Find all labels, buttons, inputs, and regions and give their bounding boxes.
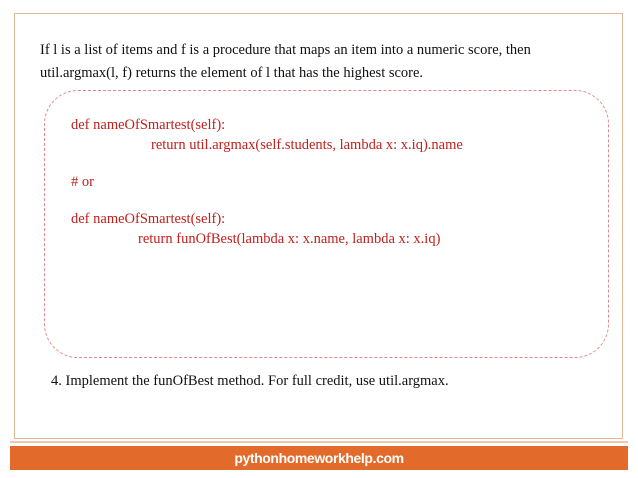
footer-divider: [10, 441, 628, 443]
code-def-1: def nameOfSmartest(self):: [71, 117, 226, 133]
footer-bar: [10, 446, 628, 470]
code-return-2: return funOfBest(lambda x: x.name, lambda x: x.iq): [138, 231, 441, 247]
task-instruction: 4. Implement the funOfBest method. For full credit, use util.argmax.: [51, 373, 449, 389]
code-comment: # or: [71, 174, 94, 190]
footer-brand-logo: pythonhomeworkhelp.com: [234, 450, 404, 466]
code-return-1: return util.argmax(self.students, lambda x: x.iq).name: [151, 137, 463, 153]
code-def-2: def nameOfSmartest(self):: [71, 211, 226, 227]
intro-paragraph: [40, 39, 600, 85]
code-box: [44, 90, 609, 358]
intro-line-2: util.argmax(l, f) returns the element of l that has the highest score.: [40, 65, 424, 81]
intro-line-1: If l is a list of items and f is a procedure that maps an item into a numeric score, then: [40, 42, 531, 58]
